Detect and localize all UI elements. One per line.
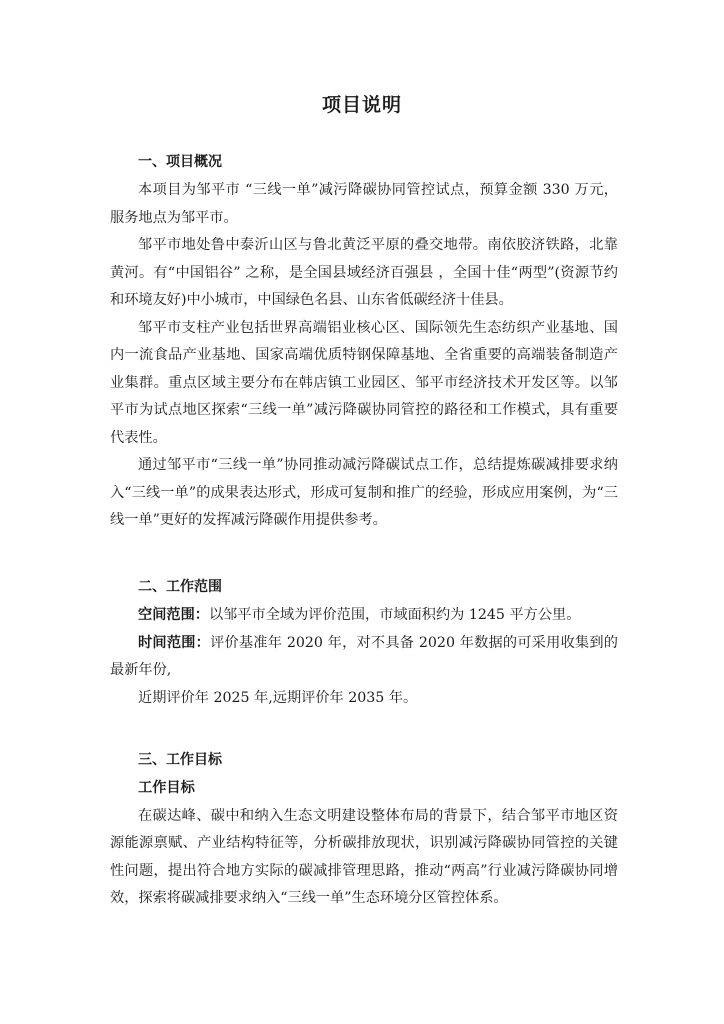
paragraph: 在碳达峰、碳中和纳入生态文明建设整体布局的背景下，结合邹平市地区资源能源禀赋、产业结构特征等，分析碳排放现状，识别减污降碳协同管控的关键性问题，提出符合地方实际的碳减排管理思路，推动“两高”行业减污降碳协同增效，探索将碳减排要求纳入“三线一单”生态环境分区管控体系。 bbox=[110, 807, 618, 906]
paragraph: 通过邹平市“三线一单”协同推动减污降碳试点工作，总结提炼碳减排要求纳入“三线一单”的成果表达形式，形成可复制和推广的经验，形成应用案例，为“三线一单”更好的发挥减污降碳作用提供参考。 bbox=[110, 457, 618, 528]
section-heading: 一、项目概况 bbox=[138, 154, 222, 170]
section-scope bbox=[110, 574, 618, 712]
page-title: 项目说明 bbox=[321, 94, 402, 116]
subheading: 工作目标 bbox=[138, 780, 195, 796]
time-scope-text: 评价基准年 2020 年，对不具备 2020 年数据的可采用收集到的最新年份, bbox=[110, 634, 618, 678]
space-scope-label: 空间范围： bbox=[138, 607, 209, 623]
section-heading: 二、工作范围 bbox=[138, 579, 222, 595]
space-scope-paragraph bbox=[110, 602, 618, 630]
section-heading: 三、工作目标 bbox=[138, 752, 222, 768]
time-scope-label: 时间范围： bbox=[138, 634, 211, 651]
paragraph: 邹平市地处鲁中泰沂山区与鲁北黄泛平原的叠交地带。南依胶济铁路，北靠黄河。有“中国铝谷” 之称，是全国县域经济百强县 ，全国十佳“两型”(资源节约和环境友好)中小城市，中国绿色名县、山东省低碳经济十佳县。 bbox=[110, 237, 618, 308]
space-scope-text: 以邹平市全域为评价范围，市域面积约为 1245 平方公里。 bbox=[208, 607, 581, 623]
section-overview bbox=[110, 149, 618, 535]
time-scope-continuation: 近期评价年 2025 年,远期评价年 2035 年。 bbox=[138, 689, 418, 706]
paragraph: 邹平市支柱产业包括世界高端铝业核心区、国际领先生态纺织产业基地、国内一流食品产业基地、国家高端优质特钢保障基地、全省重要的高端装备制造产业集群。重点区域主要分布在韩店镇工业园区、邹平市经济技术开发区等。以邹平市为试点地区探索“三线一单”减污降碳协同管控的路径和工作模式，具有重要代表性。 bbox=[110, 319, 618, 446]
paragraph: 本项目为邹平市 “三线一单”减污降碳协同管控试点，预算金额 330 万元，服务地点为邹平市。 bbox=[110, 182, 618, 226]
section-goals bbox=[110, 747, 618, 913]
time-scope-paragraph bbox=[110, 630, 618, 685]
